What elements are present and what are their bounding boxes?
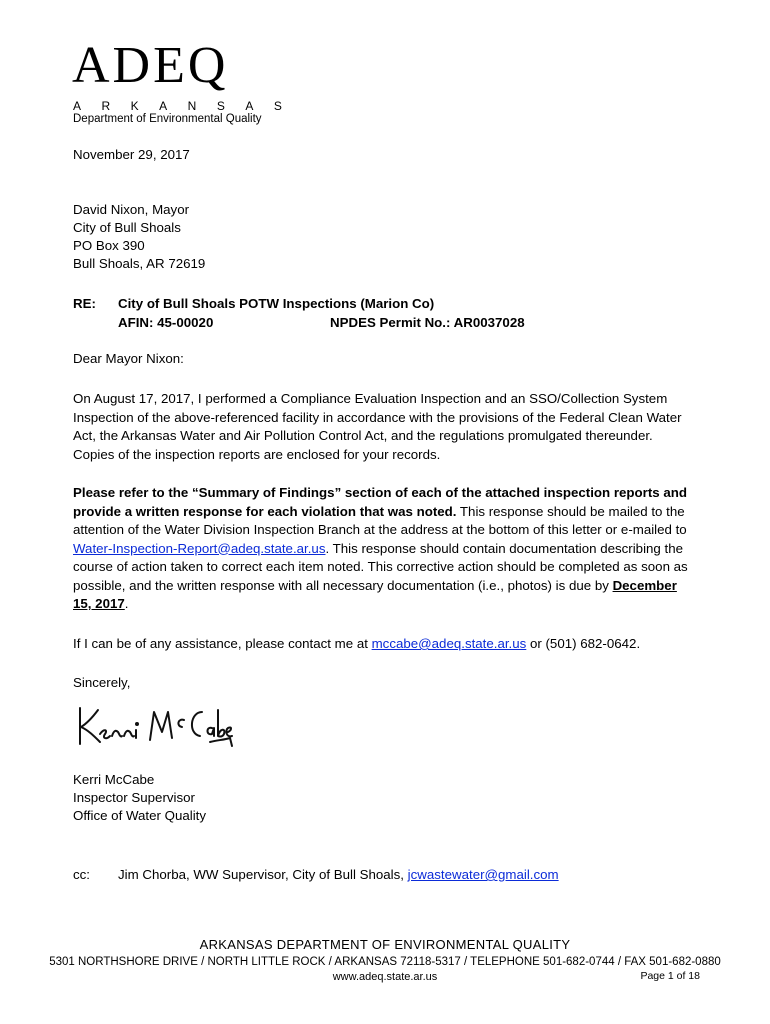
letter-date: November 29, 2017 (73, 147, 190, 162)
recipient-po-box: PO Box 390 (73, 238, 145, 253)
adeq-logo: ADEQ (72, 37, 229, 94)
signer-title: Inspector Supervisor (73, 790, 195, 805)
p3-text-b: or (501) 682-0642. (526, 636, 641, 651)
footer-address: 5301 NORTHSHORE DRIVE / NORTH LITTLE ROCK / ARKANSAS 72118-5317 / TELEPHONE 501-682-0744 / FAX 501-682-0880 (49, 956, 721, 968)
inspector-email-link[interactable]: mccabe@adeq.state.ar.us (371, 636, 527, 651)
logo-department: Department of Environmental Quality (73, 113, 262, 125)
logo-state: ARKANSAS (73, 99, 303, 113)
re-afin: AFIN: 45-00020 (118, 315, 214, 330)
signer-name: Kerri McCabe (73, 772, 155, 787)
footer-organization: ARKANSAS DEPARTMENT OF ENVIRONMENTAL QUALITY (199, 937, 571, 952)
signer-office: Office of Water Quality (73, 808, 207, 823)
p2-end: . (124, 596, 129, 611)
salutation: Dear Mayor Nixon: (73, 351, 184, 366)
handwritten-signature (72, 700, 237, 750)
p3-text-a: If I can be of any assistance, please contact me at (73, 636, 372, 651)
recipient-name: David Nixon, Mayor (73, 202, 190, 217)
signer-block (73, 771, 206, 825)
p2-text-a: This response should be mailed to the attention of the Water Division Inspection Branch at the address at the bottom of this letter or e-mailed to (73, 503, 687, 537)
findings-instruction: Please refer to the “Summary of Findings” section of each of the attached inspection reports and provide a written response for each violation that was noted. (73, 485, 687, 519)
closing: Sincerely, (73, 675, 131, 690)
cc-text: Jim Chorba, WW Supervisor, City of Bull Shoals, (118, 867, 408, 882)
p2-text-b: . This response should contain documentation describing the course of action taken to correct each item noted. This corrective action should be completed as soon as possible, and the written response with all necessary documentation (i.e., photos) is due by (73, 540, 688, 593)
cc-recipient (118, 866, 559, 884)
cc-email-link[interactable]: jcwastewater@gmail.com (407, 867, 559, 882)
recipient-city: Bull Shoals, AR 72619 (73, 256, 206, 271)
page-number: Page 1 of 18 (640, 970, 700, 982)
recipient-org: City of Bull Shoals (73, 220, 181, 235)
cc-label: cc: (73, 867, 90, 882)
footer-website: www.adeq.state.ar.us (332, 971, 438, 983)
body-paragraph-1: On August 17, 2017, I performed a Compliance Evaluation Inspection and an SSO/Collection System Inspection of the above-referenced facility in accordance with the provisions of the Federal Clean Water Act, the Arkansas Water and Air Pollution Control Act, and the regulations promulgated thereunder. Copies of the inspection reports are enclosed for your records. (73, 391, 682, 462)
re-permit: NPDES Permit No.: AR0037028 (330, 315, 525, 330)
re-subject: City of Bull Shoals POTW Inspections (Marion Co) (118, 296, 435, 311)
body-paragraph-3 (73, 635, 693, 654)
inspection-report-email-link[interactable]: Water-Inspection-Report@adeq.state.ar.us (73, 540, 326, 556)
re-label: RE: (73, 296, 96, 311)
body-paragraph-2 (73, 484, 693, 614)
recipient-block (73, 201, 205, 273)
due-date: December 15, 2017 (73, 577, 677, 611)
